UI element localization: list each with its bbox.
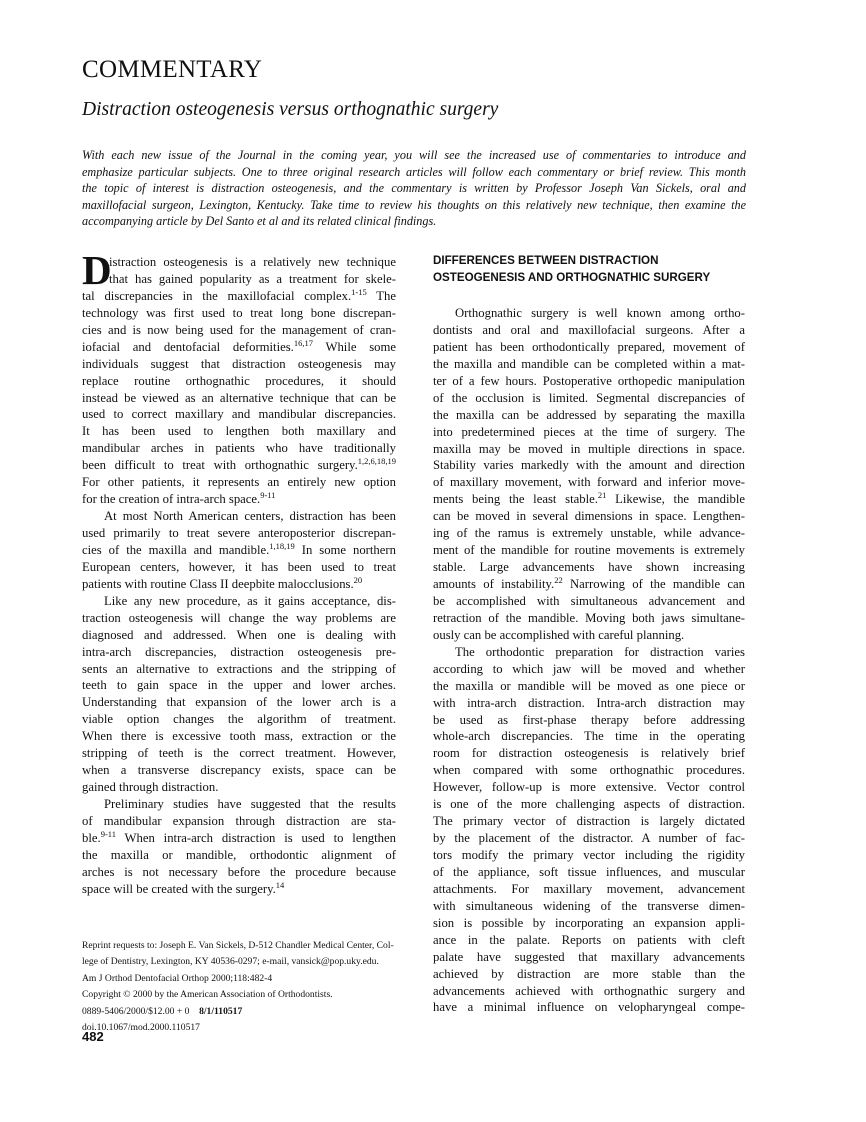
page-number: 482 bbox=[82, 1029, 104, 1044]
section-heading bbox=[433, 252, 753, 286]
copyright: Copyright © 2000 by the American Association of Orthodontists. bbox=[82, 989, 333, 1001]
citation-superscript: 9-11 bbox=[260, 490, 276, 501]
text-line: for the creation of intra-arch space.$^{9-11}$ bbox=[82, 490, 276, 507]
text-line: accompanying article by Del Santo et al and its related clinical findings. bbox=[82, 214, 437, 229]
text-line: Stability varies markedly with the amount and direction bbox=[433, 458, 745, 473]
text-line: the topic of interest is distraction osteogenesis, and the commentary is written by Professor Joseph Van Sickels, oral and bbox=[82, 181, 746, 196]
text-line: when compared with some orthognathic procedures. bbox=[433, 763, 745, 778]
text-line: viable option changes the algorithm of treatment. bbox=[82, 712, 396, 727]
paragraph bbox=[433, 305, 745, 644]
text-line: the maxilla or mandible will be moved as one piece or bbox=[433, 678, 745, 693]
paragraph bbox=[82, 796, 396, 898]
text-line: ments being the least stable.$^{21}$ Likewise, the mandible bbox=[433, 490, 745, 507]
text-line: advancements achieved with orthognathic surgery and bbox=[433, 983, 745, 998]
text-line: Preliminary studies have suggested that the results bbox=[104, 797, 396, 811]
text-line: Like any new procedure, as it gains acceptance, dis- bbox=[104, 593, 396, 608]
citation-superscript: 1,18,19 bbox=[269, 540, 295, 551]
citation-superscript: 14 bbox=[275, 879, 285, 890]
paragraph bbox=[82, 508, 396, 593]
text-line: have a minimal influence on velopharyngeal compe- bbox=[433, 1000, 745, 1015]
page-title: COMMENTARY bbox=[82, 56, 263, 83]
right-column bbox=[433, 305, 745, 1016]
reprint-request: Reprint requests to: Joseph E. Van Sickels, D-512 Chandler Medical Center, Col- bbox=[82, 940, 394, 951]
left-column bbox=[82, 247, 397, 898]
text-line: used primarily to treat severe anteroposterior discrepan- bbox=[82, 526, 396, 540]
text-line: emphasize particular subjects. One to three original research articles will follow each commentary or brief review. This month bbox=[82, 164, 746, 179]
text-line: iofacial and dentofacial deformities.$^{16,17}$ While some bbox=[82, 337, 396, 354]
text-line: sents an alternative to extractions and the stripping of bbox=[82, 661, 396, 676]
text-line: attachments. For maxillary movement, advancement bbox=[433, 881, 745, 896]
text-line: cies of the maxilla and mandible.$^{1,18,19}$ In some northern bbox=[82, 540, 396, 557]
text-line: with simultaneous widening of the transverse dimen- bbox=[433, 898, 745, 913]
text-line: technology was first used to treat long bone discrepan- bbox=[82, 305, 396, 320]
text-line: space will be created with the surgery.$^{14}$ bbox=[82, 879, 285, 896]
text-line: diagnosed and addressed. When one is dealing with bbox=[82, 627, 396, 642]
text-line: be accomplished with simultaneous advancement and bbox=[433, 593, 745, 608]
text-line: ously can be accomplished with careful planning. bbox=[433, 627, 685, 642]
text-line: gained through distraction. bbox=[82, 780, 219, 795]
text-line: with intra-arch distraction. Intra-arch distraction may bbox=[433, 695, 745, 710]
heading-line: OSTEOGENESIS AND ORTHOGNATHIC SURGERY bbox=[433, 271, 711, 284]
heading-line: DIFFERENCES BETWEEN DISTRACTION bbox=[433, 254, 659, 267]
issn: 0889-5406/2000/$12.00 + 0 bbox=[82, 1005, 190, 1017]
text-line: The orthodontic preparation for distraction varies bbox=[455, 644, 745, 659]
text-line: stripping of teeth is the correct treatment. However, bbox=[82, 746, 396, 761]
footnote bbox=[82, 938, 402, 1036]
journal-citation: Am J Orthod Dentofacial Orthop 2000;118:482-4 bbox=[82, 972, 273, 984]
text-line: whole-arch discrepancies. The time in the operating bbox=[433, 729, 745, 744]
text-line: into predetermined pieces at the time of surgery. The bbox=[433, 424, 745, 439]
text-line: At most North American centers, distraction has been bbox=[104, 509, 396, 524]
text-line: ment of the mandible for routine movements is extremely bbox=[433, 543, 745, 558]
citation-superscript: 1,2,6,18,19 bbox=[357, 456, 396, 467]
text-line: the maxilla and mandible can be completed within a mat- bbox=[433, 356, 745, 371]
text-line: ter of a few hours. Postoperative orthopedic manipulation bbox=[433, 373, 745, 388]
text-line: Understanding that expansion of the lower arch is a bbox=[82, 695, 396, 710]
text-line: palate have suggested that maxillary advancements bbox=[433, 949, 745, 964]
text-line: stable. Large advancements have shown increasing bbox=[433, 560, 745, 575]
text-line: according to which jaw will be moved and whether bbox=[433, 661, 745, 676]
text-line: cies and is now being used for the management of cran- bbox=[82, 322, 396, 337]
text-line: istraction osteogenesis is a relatively new technique bbox=[109, 255, 396, 269]
text-line: room for distraction osteogenesis is relatively brief bbox=[433, 746, 745, 761]
text-line: With each new issue of the Journal in the coming year, you will see the increased use of commentaries to introduce and bbox=[82, 148, 746, 162]
text-line: tors modify the primary vector including the rigidity bbox=[433, 848, 745, 862]
text-line: European centers, however, it has been used to treat bbox=[82, 559, 396, 574]
text-line: ing of the ramus is extremely unstable, while advance- bbox=[433, 526, 745, 541]
text-line: teeth to gain space in the upper and lower arches. bbox=[82, 678, 396, 693]
text-line: retraction of the mandible. Moving both jaws simultane- bbox=[433, 610, 745, 625]
text-line: when a transverse discrepancy exists, space can be bbox=[82, 763, 396, 778]
text-line: maxillofacial surgeon, Lexington, Kentucky. Take time to review his thoughts on this relatively new technique, then examine the bbox=[82, 197, 746, 212]
text-line: individuals suggest that distraction osteogenesis may bbox=[82, 356, 396, 371]
citation-superscript: 20 bbox=[353, 574, 363, 585]
text-line: When there is excessive tooth mass, extraction or the bbox=[82, 729, 396, 744]
text-line: However, follow-up is more extensive. Vector control bbox=[433, 780, 745, 795]
text-line: It has been used to lengthen both maxillary and bbox=[82, 424, 396, 439]
paragraph bbox=[433, 644, 745, 1017]
text-line: of mandibular expansion through distraction are sta- bbox=[82, 813, 396, 828]
text-line: ance in the palate. Reports on patients with cleft bbox=[433, 932, 745, 947]
reprint-request: lege of Dentistry, Lexington, KY 40536-0297; e-mail, vansick@pop.uky.edu. bbox=[82, 956, 379, 968]
text-line: of the appliance, soft tissue influences, and muscular bbox=[433, 864, 745, 879]
citation-superscript: 9-11 bbox=[100, 828, 116, 839]
editor-intro bbox=[82, 147, 746, 230]
drop-cap: D bbox=[82, 247, 112, 293]
text-line: that has gained popularity as a treatment for skele- bbox=[109, 271, 396, 286]
text-line: For other patients, it represents an entirely new option bbox=[82, 475, 396, 490]
text-line: mandibular arches in patients who have traditionally bbox=[82, 441, 396, 456]
text-line: tal discrepancies in the maxillofacial complex.$^{1-15}$ The bbox=[82, 286, 397, 303]
text-line: been difficult to treat with orthognathic surgery.$^{1,2,6,18,19}$ bbox=[82, 456, 396, 473]
text-line: can be moved in several dimensions in space. Lengthen- bbox=[433, 509, 745, 524]
issn-line bbox=[82, 1004, 402, 1020]
text-line: intra-arch discrepancies, distraction osteogenesis pre- bbox=[82, 644, 396, 659]
text-line: of the occlusion is limited. Segmental discrepancies of bbox=[433, 390, 745, 405]
text-line: dontists and oral and maxillofacial surgeons. After a bbox=[433, 322, 745, 337]
citation-superscript: 22 bbox=[554, 575, 563, 585]
citation-superscript: 21 bbox=[597, 490, 607, 501]
text-line: Orthognathic surgery is well known among ortho- bbox=[455, 306, 745, 320]
text-line: maxilla may be moved in multiple directions in space. bbox=[433, 441, 745, 456]
text-line: the maxilla or mandible, orthodontic alignment of bbox=[82, 847, 396, 862]
text-line: of maxillary movement, with forward and inferior move- bbox=[433, 475, 745, 490]
text-line: arches is not necessary before the procedure because bbox=[82, 864, 396, 879]
text-line: is one of the more challenging aspects of distraction. bbox=[433, 797, 745, 812]
text-line: replace routine orthognathic procedures, it should bbox=[82, 373, 396, 388]
text-line: patients with routine Class II deepbite malocclusions.$^{20}$ bbox=[82, 574, 363, 591]
text-line: used to correct maxillary and mandibular discrepancies. bbox=[82, 407, 396, 422]
article-code: 8/1/110517 bbox=[199, 1005, 243, 1017]
text-line: ble.$^{9-11}$ When intra-arch distraction is used to lengthen bbox=[82, 828, 396, 845]
doi: doi.10.1067/mod.2000.110517 bbox=[82, 1021, 200, 1033]
text-line: sion is possible by incorporating an expansion appli- bbox=[433, 915, 745, 930]
text-line: instead be viewed as an alternative technique that can be bbox=[82, 390, 396, 405]
text-line: patient has been orthodontically prepared, movement of bbox=[433, 339, 745, 354]
paragraph bbox=[82, 247, 397, 508]
text-line: by the placement of the distractor. A number of fac- bbox=[433, 831, 745, 846]
text-line: achieved by distraction are more stable than the bbox=[433, 966, 745, 981]
text-line: traction osteogenesis will change the way problems are bbox=[82, 610, 396, 625]
text-line: amounts of instability.$^{22}$ Narrowing of the mandible can bbox=[433, 575, 745, 591]
article-subtitle: Distraction osteogenesis versus orthognathic surgery bbox=[82, 99, 499, 120]
paragraph bbox=[82, 593, 396, 796]
citation-superscript: 1-15 bbox=[351, 286, 367, 297]
citation-superscript: 16,17 bbox=[293, 337, 313, 348]
text-line: be used as first-phase therapy before addressing bbox=[433, 712, 745, 727]
text-line: The primary vector of distraction is largely dictated bbox=[433, 814, 745, 829]
text-line: the maxilla can be addressed by separating the maxilla bbox=[433, 407, 745, 422]
